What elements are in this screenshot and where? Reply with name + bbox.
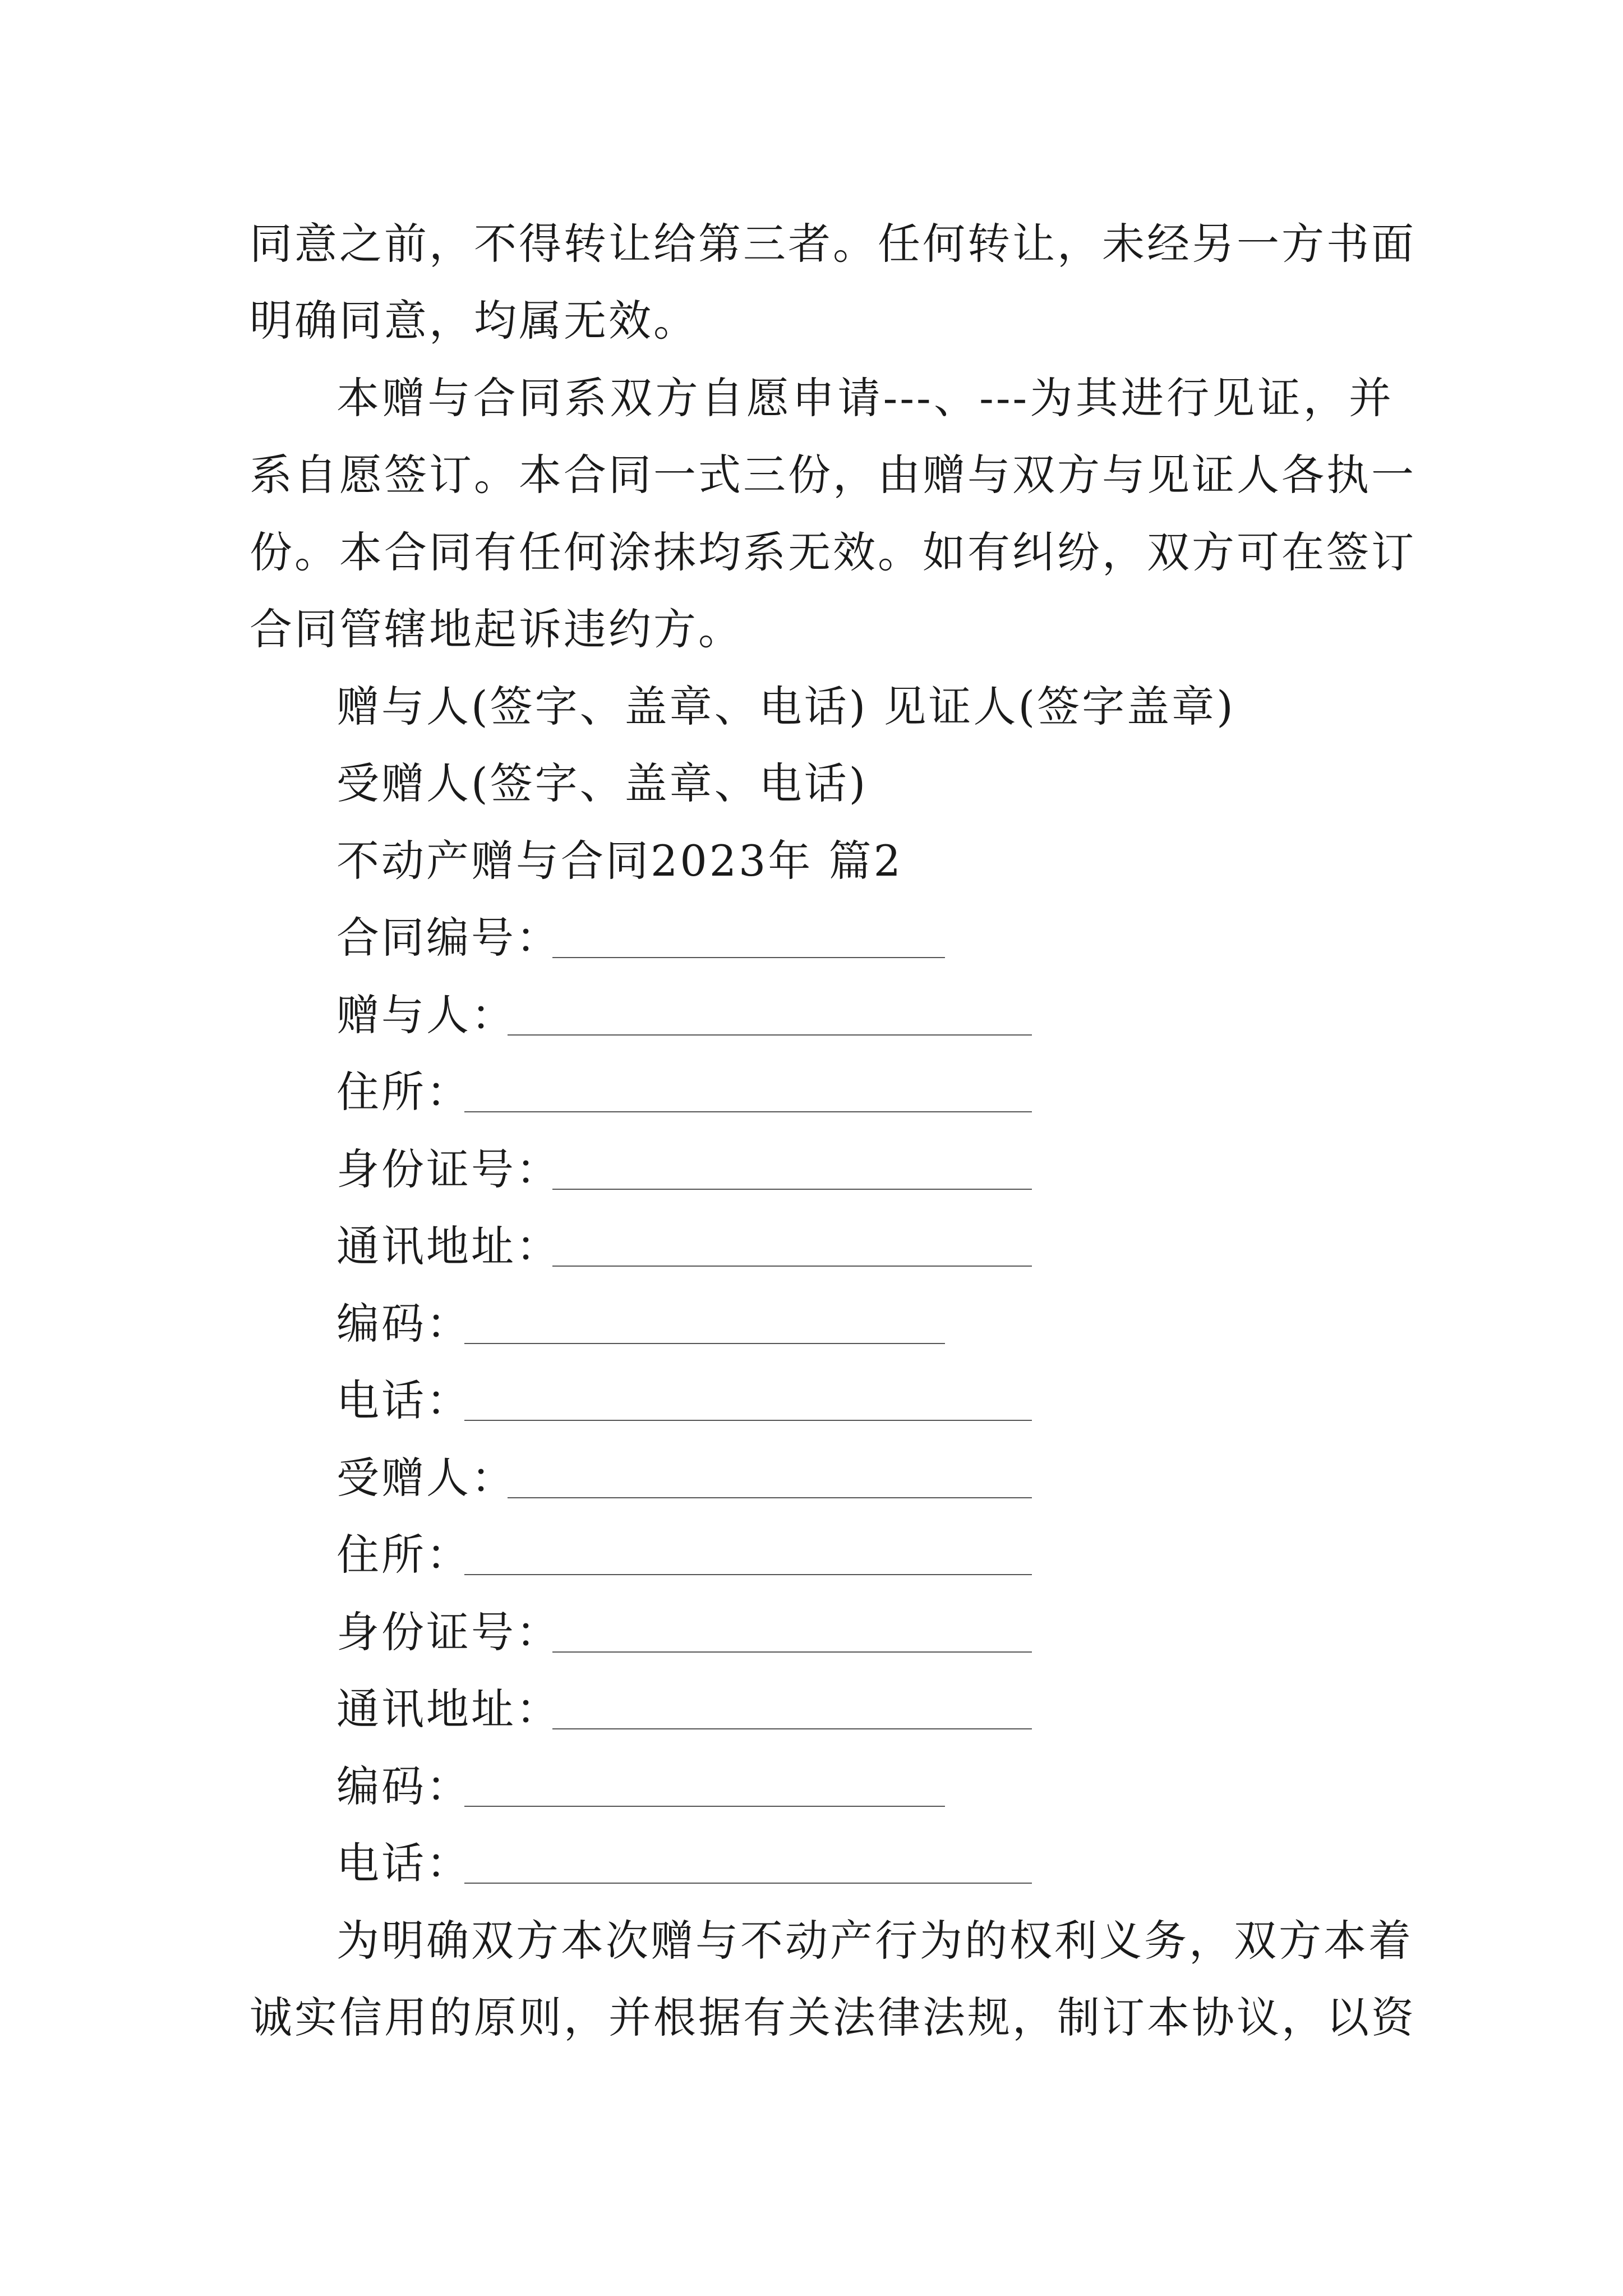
- donor-name-field: [336, 987, 516, 1043]
- section-heading: 不动产赠与合同2023年 篇2: [336, 836, 903, 886]
- donee-mail-address-label: 通讯地址：: [336, 1684, 561, 1734]
- donor-name-blank[interactable]: [508, 987, 1032, 1036]
- donee-id-field: [336, 1604, 561, 1660]
- signature-donor-witness: 赠与人(签字、盖章、电话) 见证人(签字盖章): [336, 682, 1235, 731]
- donor-postcode-field: [336, 1296, 471, 1352]
- donor-mail-address-label: 通讯地址：: [336, 1221, 561, 1271]
- donee-phone-field: [336, 1835, 471, 1892]
- paragraph-3-line-2: 诚实信用的原则，并根据有关法律法规，制订本协议，以资: [250, 1993, 1416, 2042]
- donor-address-label: 住所：: [336, 1067, 471, 1117]
- donee-postcode-field: [336, 1759, 471, 1815]
- donor-phone-label: 电话：: [336, 1375, 471, 1425]
- donor-id-field: [336, 1142, 561, 1198]
- donor-phone-field: [336, 1373, 471, 1429]
- donee-phone-blank[interactable]: [464, 1835, 1032, 1884]
- donee-address-field: [336, 1527, 471, 1583]
- contract-number-field: [336, 910, 561, 966]
- donor-address-field: [336, 1064, 471, 1120]
- donor-name-label: 赠与人：: [336, 990, 516, 1040]
- paragraph-3-line-1: 为明确双方本次赠与不动产行为的权利义务，双方本着: [336, 1916, 1413, 1966]
- donee-name-field: [336, 1450, 516, 1506]
- donee-name-label: 受赠人：: [336, 1453, 516, 1503]
- paragraph-1-line-1: 同意之前，不得转让给第三者。任何转让，未经另一方书面: [250, 219, 1416, 269]
- paragraph-2-line-1: 本赠与合同系双方自愿申请---、---为其进行见证，并: [336, 373, 1394, 423]
- donor-mail-address-field: [336, 1218, 561, 1274]
- donor-id-label: 身份证号：: [336, 1144, 561, 1194]
- donor-postcode-label: 编码：: [336, 1299, 471, 1349]
- donee-address-label: 住所：: [336, 1530, 471, 1580]
- paragraph-2-line-4: 合同管辖地起诉违约方。: [250, 604, 743, 654]
- donor-phone-blank[interactable]: [464, 1373, 1032, 1421]
- donee-mail-address-field: [336, 1681, 561, 1737]
- donee-address-blank[interactable]: [464, 1527, 1032, 1575]
- donor-id-blank[interactable]: [552, 1142, 1032, 1190]
- donee-name-blank[interactable]: [508, 1450, 1032, 1498]
- donee-mail-address-blank[interactable]: [552, 1681, 1032, 1729]
- paragraph-2-line-3: 份。本合同有任何涂抹均系无效。如有纠纷，双方可在签订: [250, 527, 1416, 577]
- contract-number-label: 合同编号：: [336, 913, 561, 963]
- contract-number-blank[interactable]: [552, 910, 945, 958]
- donor-address-blank[interactable]: [464, 1064, 1032, 1112]
- signature-donee: 受赠人(签字、盖章、电话): [336, 758, 868, 808]
- donee-phone-label: 电话：: [336, 1838, 471, 1888]
- donor-mail-address-blank[interactable]: [552, 1218, 1032, 1267]
- paragraph-1-line-2: 明确同意，均属无效。: [250, 296, 698, 346]
- donee-postcode-label: 编码：: [336, 1761, 471, 1811]
- paragraph-2-line-2: 系自愿签订。本合同一式三份，由赠与双方与见证人各执一: [250, 450, 1416, 500]
- donee-id-blank[interactable]: [552, 1604, 1032, 1653]
- donor-postcode-blank[interactable]: [464, 1296, 945, 1344]
- donee-id-label: 身份证号：: [336, 1607, 561, 1657]
- donee-postcode-blank[interactable]: [464, 1759, 945, 1807]
